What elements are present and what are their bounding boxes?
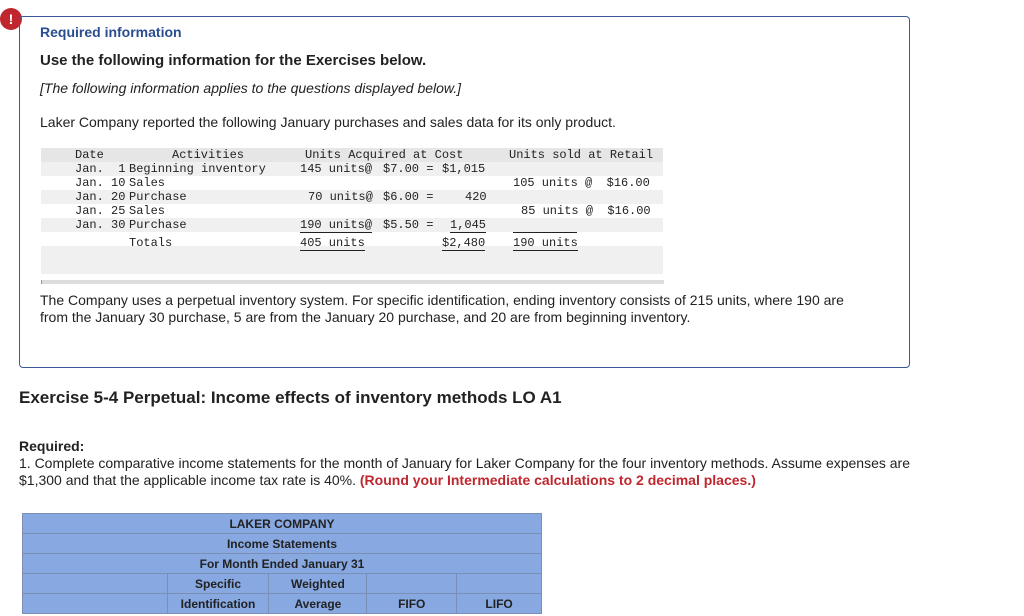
row-activity: Purchase [129,218,187,232]
header-units-sold: Units sold at Retail [509,148,654,162]
intro-text: Laker Company reported the following January purchases and sales data for its only product. [40,114,616,130]
table-row [41,162,663,176]
row-acq-total: 1,045 [450,218,487,232]
row-acq-units: 70 units@ [308,190,373,204]
applies-note: [The following information applies to the questions displayed below.] [40,80,462,96]
table-row [41,190,663,204]
row-acq-cost: $6.00 = [383,190,434,204]
table-row [23,594,542,614]
use-following-heading: Use the following information for the Exercises below. [40,52,427,69]
row-activity: Sales [129,176,166,190]
table-row [41,204,663,218]
table-row [23,554,542,574]
company-name-cell [23,514,542,534]
column-header-specific: Specific [167,574,269,594]
company-name: LAKER COMPANY [229,516,335,531]
period-cell [23,554,542,574]
row-date: Jan. 25 [75,204,126,218]
totals-acq-total: $2,480 [442,236,486,250]
table-row [23,574,542,594]
row-date: Jan. 30 [75,218,126,232]
perpetual-system-text: The Company uses a perpetual inventory system. For specific identification, ending inventory consists of 215 units, where 190 are from the January 30 purchase, 5 are from the January 20 purchase, and 20 are from beginning inventory. [40,292,844,325]
table-row [23,534,542,554]
header-units-acquired: Units Acquired at Cost [305,148,464,162]
required-information-heading: Required information [40,24,182,40]
blank-cell [457,574,542,594]
column-header-lifo: LIFO [457,594,542,614]
blank-cell [23,594,168,614]
alert-exclamation-icon: ! [0,8,22,30]
totals-row [41,234,663,254]
row-date: Jan. 1 [75,162,126,176]
header-activities: Activities [172,148,245,162]
row-acq-cost: $7.00 = [383,162,434,176]
column-header-identification: Identification [167,594,269,614]
row-acq-units: 190 units@ [300,218,373,232]
row-sold: 105 units @ $16.00 [513,176,650,190]
sold-underline [513,218,577,233]
required-label: Required: [19,438,85,454]
row-date: Jan. 20 [75,190,126,204]
income-statement-table [22,513,542,614]
row-acq-cost: $5.50 = [383,218,434,232]
row-date: Jan. 10 [75,176,126,190]
required-text [19,455,919,489]
statement-title: Income Statements [226,536,338,551]
table-scrollbar[interactable] [41,280,664,284]
row-activity: Beginning inventory [129,162,266,176]
statement-period: For Month Ended January 31 [199,556,365,571]
required-instruction: 1. Complete comparative income statements for the month of January for Laker Company for the four inventory methods. Assume expenses are $1,300 and that the applicable income tax rate is 40%. [19,455,910,488]
statement-title-cell [23,534,542,554]
row-sold: 85 units @ $16.00 [521,204,651,218]
table-row [23,514,542,534]
column-header-average: Average [269,594,367,614]
row-activity: Purchase [129,190,187,204]
inventory-data-table [41,148,663,254]
blank-cell [367,574,457,594]
row-activity: Sales [129,204,166,218]
totals-sold: 190 units [513,236,578,250]
row-acq-total: 420 [465,190,487,204]
column-header-weighted: Weighted [269,574,367,594]
row-acq-total: $1,015 [442,162,486,176]
table-header-row [41,148,663,162]
rounding-instruction: (Round your Intermediate calculations to 2 decimal places.) [359,472,756,488]
totals-acq-units: 405 units [300,236,365,250]
blank-cell [23,574,168,594]
exercise-title: Exercise 5-4 Perpetual: Income effects of inventory methods LO A1 [19,388,562,407]
table-row [41,176,663,190]
row-acq-units: 145 units@ [300,162,373,176]
totals-label: Totals [129,236,173,250]
column-header-fifo: FIFO [367,594,457,614]
table-row [41,218,663,234]
header-date: Date [75,148,104,162]
